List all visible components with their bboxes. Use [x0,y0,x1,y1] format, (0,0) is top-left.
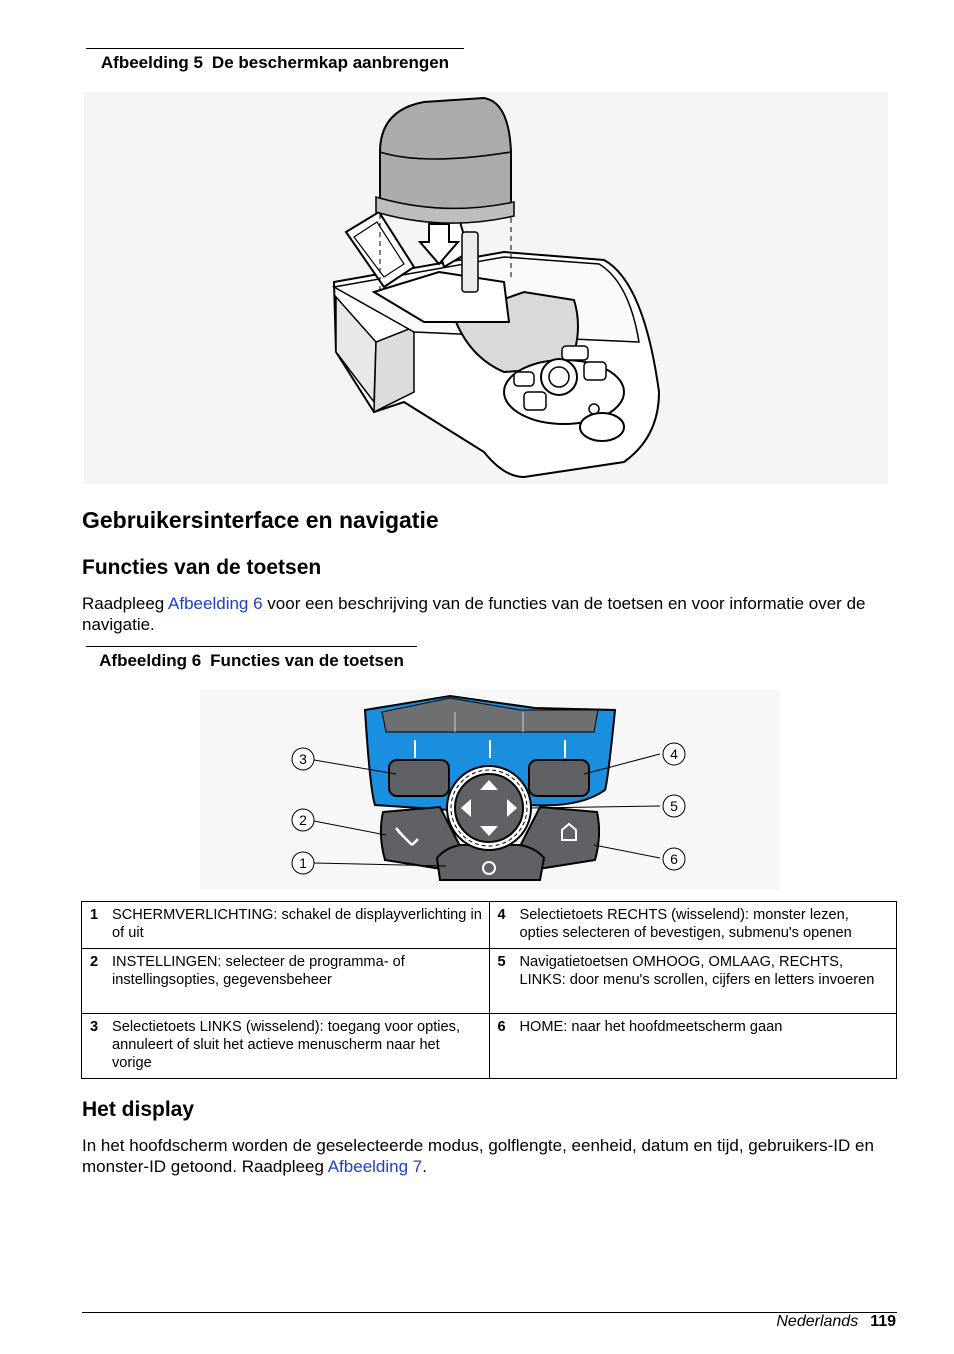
figure-6-label: Afbeelding 6 [99,651,202,670]
figure-5-title: De beschermkap aanbrengen [211,53,450,72]
svg-text:2: 2 [299,812,307,828]
callout-3 [292,748,314,770]
table-cell [489,949,897,1014]
svg-text:6: 6 [670,851,678,867]
display-text-before: In het hoofdscherm worden de geselecteerde modus, golflengte, eenheid, datum en tijd, gebruikers-ID en monster-ID getoond. Raadpleeg [82,1136,874,1176]
footer-language: Nederlands [776,1313,859,1330]
display-section-text [82,1135,902,1177]
svg-text:5: 5 [670,798,678,814]
keys-text-before: Raadpleeg [82,594,169,613]
table-cell [82,902,490,949]
item-number: 3 [90,1019,99,1035]
item-description: SCHERMVERLICHTING: schakel de displayverlichting in of uit [112,907,482,941]
page-footer [776,1313,896,1331]
display-section-title: Het display [82,1098,195,1121]
table-cell [489,1014,897,1079]
figure-6-keypad-illustration [200,690,780,890]
item-number: 5 [497,954,506,970]
item-description: Selectietoets RECHTS (wisselend): monster lezen, opties selecteren of bevestigen, submenu's openen [519,907,852,941]
item-description: Selectietoets LINKS (wisselend): toegang voor opties, annuleert of sluit het actieve menuscherm naar het vorige [112,1019,461,1071]
item-description: Navigatietoetsen OMHOOG, OMLAAG, RECHTS, LINKS: door menu's scrollen, cijfers en letters invoeren [519,954,875,988]
link-afbeelding-7[interactable]: Afbeelding 7 [327,1157,423,1176]
key-function-table [81,901,897,1079]
item-number: 2 [90,954,99,970]
figure-5-label: Afbeelding 5 [100,53,203,72]
display-text-after: . [422,1157,427,1176]
callout-2 [292,809,314,831]
page-number: 119 [870,1313,896,1330]
callout-5 [663,795,685,817]
item-description: HOME: naar het hoofdmeetscherm gaan [519,1019,783,1035]
figure-6-caption [86,646,417,671]
svg-text:3: 3 [299,751,307,767]
item-number: 6 [497,1019,506,1035]
table-cell [82,949,490,1014]
figure-6-title: Functies van de toetsen [210,651,404,670]
figure-5-caption [86,48,464,73]
table-cell [489,902,897,949]
keys-text-after: voor een beschrijving van de functies van de toetsen en voor informatie over de navigatie. [82,594,866,634]
callout-6 [663,848,685,870]
figure-5-illustration [84,92,888,484]
keys-section-title: Functies van de toetsen [82,556,322,579]
item-number: 1 [90,907,99,923]
link-afbeelding-6[interactable]: Afbeelding 6 [168,594,263,613]
table-row [82,949,897,1014]
callout-1 [292,852,314,874]
table-cell [82,1014,490,1079]
item-number: 4 [497,907,506,923]
svg-text:1: 1 [299,855,307,871]
footer-divider [82,1312,897,1313]
svg-text:4: 4 [670,746,678,762]
callout-4 [663,743,685,765]
section-title: Gebruikersinterface en navigatie [82,507,439,533]
table-row [82,902,897,949]
item-description: INSTELLINGEN: selecteer de programma- of instellingsopties, gegevensbeheer [112,954,405,988]
keys-section-text [82,593,902,635]
table-row [82,1014,897,1079]
